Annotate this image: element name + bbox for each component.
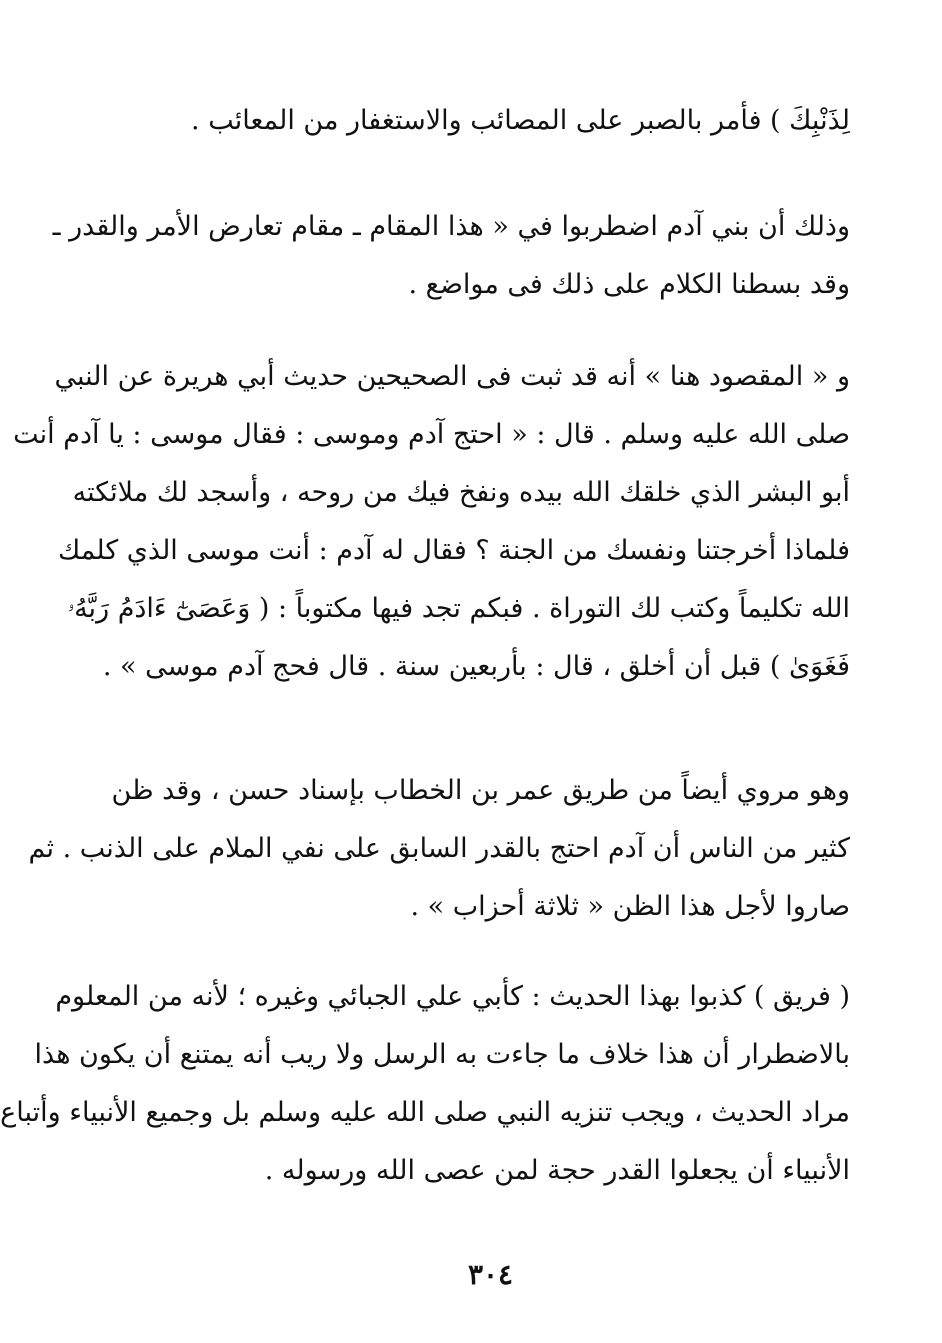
paragraph-2: [52, 198, 850, 314]
page-number: ٣٠٤: [467, 1258, 514, 1291]
text-line: فلماذا أخرجتنا ونفسك من الجنة ؟ فقال له آدم : أنت موسى الذي كلمك: [58, 535, 850, 566]
text-line: الله تكليماً وكتب لك التوراة . فبكم تجد فيها مكتوباً : ( وَعَصَىٰٓ ءَادَمُ رَبَّهُۥ: [67, 593, 850, 624]
text-line: صلى الله عليه وسلم . قال : « احتج آدم وموسى : فقال موسى : يا آدم أنت: [13, 419, 850, 450]
text-line: وهو مروي أيضاً من طريق عمر بن الخطاب بإسناد حسن ، وقد ظن: [111, 775, 850, 806]
text-line: لِذَنْبِكَ ) فأمر بالصبر على المصائب والاستغفار من المعائب .: [191, 105, 850, 136]
paragraph-5: [0, 968, 850, 1200]
text-line: و « المقصود هنا » أنه قد ثبت فى الصحيحين حديث أبي هريرة عن النبي: [54, 361, 850, 392]
text-line: ( فريق ) كذبوا بهذا الحديث : كأبي علي الجبائي وغيره ؛ لأنه من المعلوم: [55, 981, 850, 1012]
paragraph-3: [13, 348, 850, 696]
text-line: أبو البشر الذي خلقك الله بيده ونفخ فيك من روحه ، وأسجد لك ملائكته: [72, 477, 850, 508]
text-line: مراد الحديث ، ويجب تنزيه النبي صلى الله عليه وسلم بل وجميع الأنبياء وأتباع: [0, 1097, 850, 1128]
paragraph-1: [131, 92, 850, 150]
text-line: وذلك أن بني آدم اضطربوا في « هذا المقام ـ مقام تعارض الأمر والقدر ـ: [52, 211, 850, 242]
text-line: الأنبياء أن يجعلوا القدر حجة لمن عصى الله ورسوله .: [264, 1155, 850, 1186]
text-line: كثير من الناس أن آدم احتج بالقدر السابق على نفي الملام على الذنب . ثم: [28, 833, 850, 864]
text-line: بالاضطرار أن هذا خلاف ما جاءت به الرسل ولا ريب أنه يمتنع أن يكون هذا: [34, 1039, 850, 1070]
paragraph-4: [28, 762, 850, 936]
text-line: فَغَوَىٰ ) قبل أن أخلق ، قال : بأربعين سنة . قال فحج آدم موسى » .: [102, 651, 850, 682]
text-line: وقد بسطنا الكلام على ذلك فى مواضع .: [408, 269, 850, 300]
text-line: صاروا لأجل هذا الظن « ثلاثة أحزاب » .: [410, 891, 850, 922]
